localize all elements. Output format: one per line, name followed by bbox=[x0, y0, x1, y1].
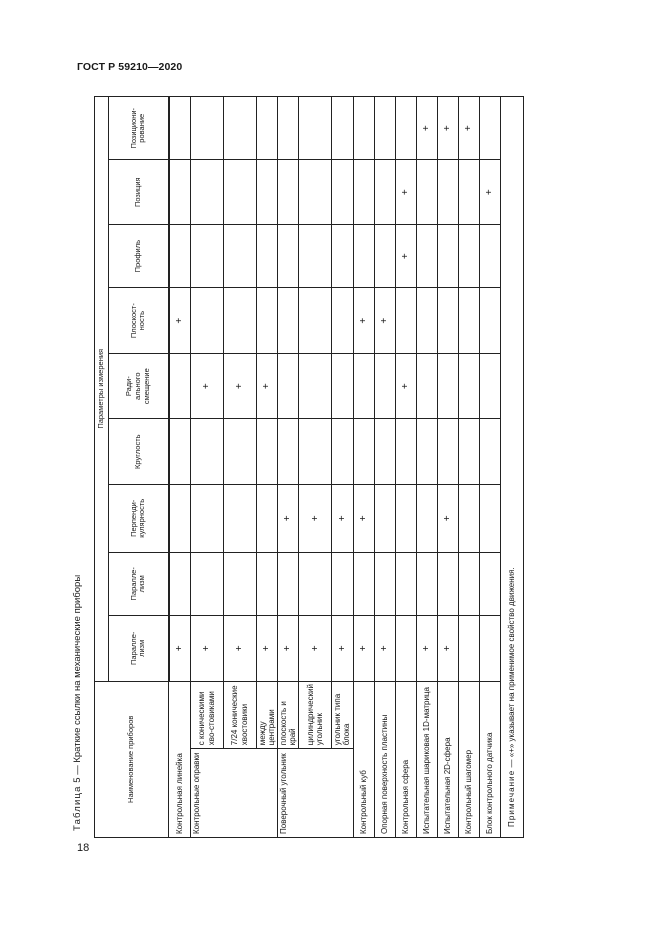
table-row bbox=[479, 97, 500, 838]
mark-cell bbox=[332, 552, 353, 615]
caption-text: 5 — Краткие ссылки на механические приборы bbox=[72, 574, 83, 786]
mark-cell: + bbox=[353, 484, 374, 552]
table-row bbox=[256, 97, 277, 838]
mark-cell bbox=[353, 552, 374, 615]
mark-cell bbox=[256, 419, 277, 485]
mark-cell: + bbox=[395, 160, 416, 224]
mark-cell bbox=[395, 419, 416, 485]
mark-cell bbox=[458, 552, 479, 615]
mark-cell: + bbox=[256, 353, 277, 419]
mark-cell bbox=[223, 160, 256, 224]
mark-cell bbox=[332, 224, 353, 287]
name-header: Наименование приборов bbox=[95, 681, 169, 837]
mark-cell bbox=[458, 224, 479, 287]
mark-cell bbox=[479, 552, 500, 615]
mark-cell bbox=[223, 288, 256, 354]
caption-prefix: Таблица bbox=[72, 785, 83, 831]
mark-cell: + bbox=[353, 616, 374, 682]
table-row bbox=[169, 97, 191, 838]
mark-cell bbox=[169, 353, 191, 419]
mark-cell bbox=[256, 224, 277, 287]
mark-cell bbox=[299, 552, 332, 615]
group-name: Поверочный угольник bbox=[277, 749, 353, 838]
col-header-roundness: Круглость bbox=[109, 419, 169, 485]
col-header-profile: Профиль bbox=[109, 224, 169, 287]
table-row bbox=[395, 97, 416, 838]
mark-cell bbox=[416, 484, 437, 552]
mark-cell bbox=[277, 419, 298, 485]
mark-cell bbox=[332, 353, 353, 419]
mark-cell: + bbox=[395, 224, 416, 287]
instruments-table bbox=[94, 96, 524, 838]
mark-cell bbox=[256, 484, 277, 552]
mark-cell bbox=[374, 160, 395, 224]
mark-cell: + bbox=[416, 616, 437, 682]
mark-cell bbox=[416, 288, 437, 354]
mark-cell bbox=[223, 552, 256, 615]
mark-cell bbox=[395, 97, 416, 160]
mark-cell: + bbox=[458, 97, 479, 160]
mark-cell bbox=[299, 224, 332, 287]
sub-name: плоскость и край bbox=[277, 681, 298, 749]
mark-cell bbox=[458, 160, 479, 224]
table-row bbox=[190, 97, 223, 838]
table-row bbox=[458, 97, 479, 838]
mark-cell bbox=[190, 224, 223, 287]
mark-cell bbox=[277, 224, 298, 287]
mark-cell: + bbox=[479, 160, 500, 224]
mark-cell bbox=[437, 160, 458, 224]
mark-cell bbox=[458, 484, 479, 552]
mark-cell bbox=[479, 616, 500, 682]
mark-cell bbox=[416, 419, 437, 485]
group-name: Контрольные оправки bbox=[190, 749, 277, 838]
mark-cell bbox=[190, 288, 223, 354]
col-header-positioning: Позициони- рование bbox=[109, 97, 169, 160]
mark-cell bbox=[374, 419, 395, 485]
mark-cell bbox=[277, 97, 298, 160]
row-name: Контрольная линейка bbox=[169, 681, 191, 837]
mark-cell bbox=[374, 353, 395, 419]
row-name: Испытательная 2D-сфера bbox=[437, 681, 458, 837]
table-caption bbox=[72, 575, 83, 831]
col-header-radial-offset: Ради- ального смещение bbox=[109, 353, 169, 419]
mark-cell bbox=[416, 224, 437, 287]
page-number: 18 bbox=[77, 842, 90, 854]
mark-cell bbox=[299, 97, 332, 160]
mark-cell bbox=[479, 484, 500, 552]
mark-cell bbox=[256, 552, 277, 615]
col-header-parallelism: Паралле- лизм bbox=[109, 616, 169, 682]
sub-name: цилиндрический угольник bbox=[299, 681, 332, 749]
mark-cell bbox=[479, 419, 500, 485]
mark-cell bbox=[479, 353, 500, 419]
mark-cell: + bbox=[169, 288, 191, 354]
mark-cell bbox=[437, 288, 458, 354]
mark-cell: + bbox=[190, 616, 223, 682]
table-row bbox=[299, 97, 332, 838]
mark-cell bbox=[277, 552, 298, 615]
table-note-row bbox=[500, 97, 523, 838]
mark-cell bbox=[190, 552, 223, 615]
mark-cell: + bbox=[353, 288, 374, 354]
mark-cell bbox=[458, 353, 479, 419]
mark-cell bbox=[332, 97, 353, 160]
mark-cell bbox=[332, 160, 353, 224]
mark-cell bbox=[169, 419, 191, 485]
mark-cell bbox=[395, 552, 416, 615]
table-note bbox=[500, 97, 523, 838]
col-header-parallel: Паралле- лизм bbox=[109, 552, 169, 615]
mark-cell bbox=[374, 97, 395, 160]
mark-cell: + bbox=[277, 484, 298, 552]
mark-cell bbox=[332, 288, 353, 354]
table-row bbox=[353, 97, 374, 838]
row-name: Блок контрольного датчика bbox=[479, 681, 500, 837]
mark-cell bbox=[353, 97, 374, 160]
row-name: Контрольный куб bbox=[353, 681, 374, 837]
table-row bbox=[437, 97, 458, 838]
mark-cell bbox=[299, 419, 332, 485]
mark-cell bbox=[223, 484, 256, 552]
mark-cell bbox=[190, 160, 223, 224]
sub-name: угольник типа блока bbox=[332, 681, 353, 749]
mark-cell bbox=[353, 224, 374, 287]
mark-cell bbox=[353, 419, 374, 485]
sub-name: 7/24 конические хвостовики bbox=[223, 681, 256, 749]
table-row bbox=[277, 97, 298, 838]
mark-cell bbox=[437, 419, 458, 485]
document-header: ГОСТ Р 59210—2020 bbox=[77, 61, 183, 73]
mark-cell: + bbox=[395, 353, 416, 419]
row-name: Испытательная шариковая 1D-матрица bbox=[416, 681, 437, 837]
col-header-position: Позиция bbox=[109, 160, 169, 224]
mark-cell bbox=[395, 288, 416, 354]
mark-cell bbox=[437, 224, 458, 287]
mark-cell: + bbox=[332, 616, 353, 682]
mark-cell bbox=[223, 224, 256, 287]
row-name: Опорная поверхность пластины bbox=[374, 681, 395, 837]
row-name: Контрольный шагомер bbox=[458, 681, 479, 837]
mark-cell: + bbox=[169, 616, 191, 682]
mark-cell: + bbox=[277, 616, 298, 682]
mark-cell bbox=[374, 552, 395, 615]
sub-name: между центрами bbox=[256, 681, 277, 749]
mark-cell bbox=[169, 552, 191, 615]
mark-cell bbox=[458, 419, 479, 485]
mark-cell: + bbox=[332, 484, 353, 552]
mark-cell bbox=[277, 353, 298, 419]
mark-cell bbox=[299, 288, 332, 354]
table-row bbox=[374, 97, 395, 838]
mark-cell: + bbox=[256, 616, 277, 682]
mark-cell bbox=[256, 288, 277, 354]
mark-cell: + bbox=[223, 616, 256, 682]
mark-cell bbox=[332, 419, 353, 485]
mark-cell bbox=[416, 160, 437, 224]
table-row bbox=[223, 97, 256, 838]
mark-cell: + bbox=[223, 353, 256, 419]
mark-cell bbox=[277, 160, 298, 224]
mark-cell bbox=[395, 616, 416, 682]
mark-cell bbox=[256, 97, 277, 160]
mark-cell bbox=[479, 288, 500, 354]
mark-cell bbox=[479, 224, 500, 287]
sub-name: с коническими хво-стовиками bbox=[190, 681, 223, 749]
mark-cell bbox=[299, 160, 332, 224]
mark-cell bbox=[374, 224, 395, 287]
note-text: — «+» указывает на применимое свойство движения. bbox=[507, 567, 517, 770]
mark-cell: + bbox=[437, 616, 458, 682]
mark-cell: + bbox=[299, 616, 332, 682]
mark-cell bbox=[437, 552, 458, 615]
mark-cell bbox=[416, 552, 437, 615]
table-row bbox=[332, 97, 353, 838]
mark-cell bbox=[437, 353, 458, 419]
mark-cell bbox=[374, 484, 395, 552]
mark-cell: + bbox=[416, 97, 437, 160]
row-name: Контрольная сфера bbox=[395, 681, 416, 837]
mark-cell bbox=[190, 97, 223, 160]
mark-cell bbox=[458, 288, 479, 354]
mark-cell bbox=[190, 484, 223, 552]
col-header-perpendicularity: Перпенди- кулярность bbox=[109, 484, 169, 552]
rotated-table-block bbox=[70, 96, 517, 838]
mark-cell: + bbox=[374, 616, 395, 682]
mark-cell bbox=[169, 160, 191, 224]
col-header-flatness: Плоскост- ность bbox=[109, 288, 169, 354]
mark-cell bbox=[190, 419, 223, 485]
mark-cell bbox=[223, 419, 256, 485]
mark-cell bbox=[169, 224, 191, 287]
mark-cell bbox=[169, 484, 191, 552]
mark-cell bbox=[479, 97, 500, 160]
mark-cell: + bbox=[437, 484, 458, 552]
mark-cell: + bbox=[299, 484, 332, 552]
mark-cell bbox=[395, 484, 416, 552]
mark-cell: + bbox=[374, 288, 395, 354]
mark-cell bbox=[299, 353, 332, 419]
mark-cell bbox=[256, 160, 277, 224]
mark-cell: + bbox=[190, 353, 223, 419]
mark-cell bbox=[353, 353, 374, 419]
mark-cell bbox=[169, 97, 191, 160]
mark-cell bbox=[277, 288, 298, 354]
mark-cell bbox=[353, 160, 374, 224]
params-header: Параметры измерения bbox=[95, 97, 109, 682]
table-row bbox=[416, 97, 437, 838]
mark-cell bbox=[223, 97, 256, 160]
mark-cell: + bbox=[437, 97, 458, 160]
mark-cell bbox=[416, 353, 437, 419]
mark-cell bbox=[458, 616, 479, 682]
note-prefix: Примечание bbox=[507, 769, 517, 827]
